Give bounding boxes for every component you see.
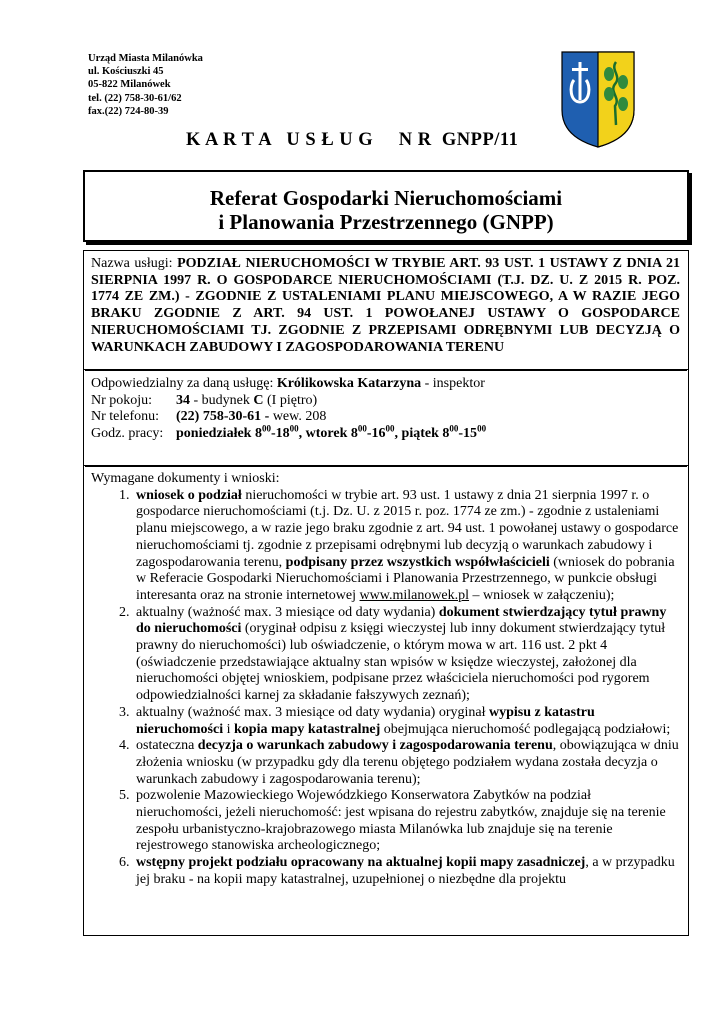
floor-text: (I piętro) (263, 392, 318, 408)
documents-list (91, 488, 680, 889)
list-item: 1. wniosek o podział nieruchomości w trybie art. 93 ust. 1 ustawy z dnia 21 sierpnia 1997 r. o gospodarce nieruchomościami (t.j. Dz. U. z 2015 r. poz. 1774 ze zm.) - zgodnie z ustaleniami planu miejscowego, a w razie jego braku zgodnie z art. 94 ust. 1 powołanej ustawy o gospodarce nieruchomościami tj. zgodnie z przepisami odrębnymi lub decyzją o warunkach zabudowy i zagospodarowania terenu, podpisany przez wszystkich współwłaścicieli (wniosek do pobrania w Referacie Gospodarki Nieruchomościami i Planowania Przestrzennego, w punkcie obsługi interesanta oraz na stronie internetowej www.milanowek.pl – wniosek w załączeniu); (133, 488, 680, 605)
office-hours: poniedziałek $8^{00}-18^{00}$, wtorek $8^{00}-16^{00}$, piątek $8^{00}-15^{00}$ (176, 423, 487, 442)
phone-extension: wew. 208 (269, 409, 327, 425)
required-documents-section (84, 467, 688, 889)
office-address (88, 52, 203, 118)
service-name-section (84, 251, 688, 370)
list-item: 5. pozwolenie Mazowieckiego Wojewódzkiego Konserwatora Zabytków na podział nieruchomości, jeżeli nieruchomość: jest wpisana do rejestru zabytków, znajduje się na terenie zespołu urbanistyczno-krajobrazowego miasta Milanówka lub znajduje się na terenie rejestrowego stanowiska archeologicznego; (133, 788, 680, 855)
service-name: PODZIAŁ NIERUCHOMOŚCI W TRYBIE ART. 93 UST. 1 USTAWY Z DNIA 21 SIERPNIA 1997 R. O GOSPODARCE NIERUCHOMOŚCIAMI (T.J. DZ. U. Z 2015 R. POZ. 1774 ZE ZM.) - ZGODNIE Z USTALENIAMI PLANU MIEJSCOWEGO, A W RAZIE JEGO BRAKU ZGODNIE Z ART. 94 UST. 1 POWOŁANEJ USTAWY O GOSPODARCE NIERUCHOMOŚCIAMI TJ. ZGODNIE Z PRZEPISAMI ODRĘBNYMI LUB DECYZJĄ O WARUNKACH ZABUDOWY I ZAGOSPODAROWANIA TERENU (91, 256, 681, 355)
address-line: fax.(22) 724-80-39 (88, 105, 169, 117)
service-details-frame (83, 250, 689, 936)
department-title-box (83, 170, 689, 242)
building-letter: C (253, 392, 264, 408)
room-label: Nr pokoju: (91, 392, 153, 408)
responsible-name: Królikowska Katarzyna (276, 376, 422, 391)
address-line: 05-822 Milanówek (88, 79, 171, 91)
phone-number: (22) 758-30-61 - (176, 409, 270, 425)
responsible-label: Odpowiedzialny za daną usługę: (91, 376, 274, 391)
responsible-role: - inspektor (421, 376, 485, 391)
service-card-number: K A R T A U S Ł U G N R GNPP/11 (186, 130, 519, 150)
address-line: ul. Kościuszki 45 (88, 66, 164, 78)
list-item: 4. ostateczna decyzja o warunkach zabudowy i zagospodarowania terenu, obowiązująca w dniu złożenia wniosku (w przypadku gdy dla terenu objętego podziałem wydana została decyzja o warunkach zabudowy i zagospodarowania terenu); (133, 738, 680, 788)
department-name-line1: Referat Gospodarki Nieruchomościami (209, 186, 563, 210)
address-line: tel. (22) 758-30-61/62 (88, 92, 182, 104)
address-line: Urząd Miasta Milanówka (88, 53, 203, 64)
list-item: 3. aktualny (ważność max. 3 miesiące od daty wydania) oryginał wypisu z katastru nieruchomości i kopia mapy katastralnej obejmująca nieruchomość podlegającą podziałowi; (133, 705, 680, 738)
department-name-line2: i Planowania Przestrzennego (GNPP) (218, 210, 554, 234)
service-label: Nazwa usługi: (91, 256, 173, 271)
room-building-text: - budynek (190, 392, 254, 408)
city-crest-logo (560, 50, 636, 148)
hours-label: Godz. pracy: (91, 426, 164, 442)
list-item: 6. wstępny projekt podziału opracowany na aktualnej kopii mapy zasadniczej, a w przypadku jej braku - na kopii mapy katastralnej, uzupełnionej o niezbędne dla projektu (133, 855, 680, 888)
phone-label: Nr telefonu: (91, 409, 160, 425)
documents-heading: Wymagane dokumenty i wnioski: (91, 471, 280, 486)
room-number: 34 (176, 392, 190, 408)
contact-section (84, 371, 688, 466)
website-link[interactable]: www.milanowek.pl (359, 587, 470, 603)
list-item: 2. aktualny (ważność max. 3 miesiące od daty wydania) dokument stwierdzający tytuł prawny do nieruchomości (oryginał odpisu z księgi wieczystej lub inny dokument stwierdzający tytuł prawny do nieruchomości) lub oświadczenie, o którym mowa w art. 116 ust. 2 pkt 4 (oświadczenie przedstawiające aktualny stan wpisów w księdze wieczystej, założonej dla nieruchomości objętej wnioskiem, podpisane przez właściciela nieruchomości pod rygorem odpowiedzialności karnej za składanie fałszywych zeznań); (133, 605, 680, 705)
